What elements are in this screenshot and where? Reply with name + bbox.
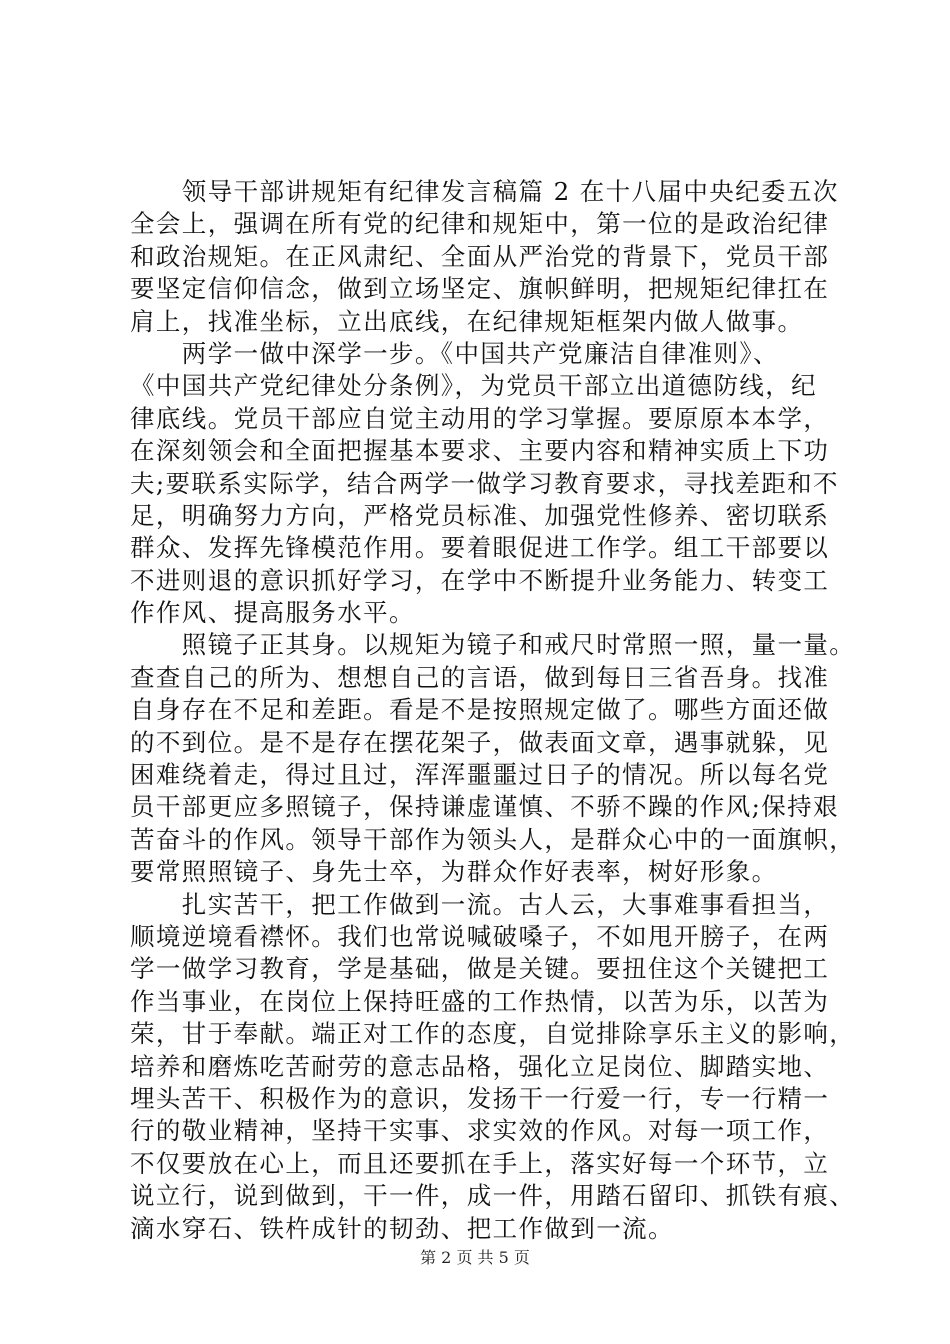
text-line: 荣，甘于奉献。端正对工作的态度，自觉排除享乐主义的影响， — [130, 1019, 856, 1049]
text-line: 埋头苦干、积极作为的意识，发扬干一行爱一行，专一行精一 — [130, 1083, 830, 1113]
text-line: 和政治规矩。在正风肃纪、全面从严治党的背景下，党员干部 — [130, 241, 830, 271]
text-line: 领导干部讲规矩有纪律发言稿篇 2 在十八届中央纪委五次 — [130, 177, 839, 206]
text-line: 培养和磨炼吃苦耐劳的意志品格，强化立足岗位、脚踏实地、 — [130, 1051, 830, 1081]
text-line: 两学一做中深学一步。《中国共产党廉洁自律准则》、 — [130, 338, 779, 368]
text-line: 律底线。党员干部应自觉主动用的学习掌握。要原原本本学， — [130, 403, 830, 433]
text-line: 自身存在不足和差距。看是不是按照规定做了。哪些方面还做 — [130, 695, 830, 725]
text-line: 要坚定信仰信念，做到立场坚定、旗帜鲜明，把规矩纪律扛在 — [130, 274, 830, 304]
text-line: 困难绕着走，得过且过，浑浑噩噩过日子的情况。所以每名党 — [130, 760, 830, 790]
text-line: 足，明确努力方向，严格党员标准、加强党性修养、密切联系 — [130, 500, 830, 530]
text-line: 学一做学习教育，学是基础，做是关键。要扭住这个关键把工 — [130, 954, 830, 984]
text-line: 群众、发挥先锋模范作用。要着眼促进工作学。组工干部要以 — [130, 533, 830, 563]
text-line: 《中国共产党纪律处分条例》，为党员干部立出道德防线，纪 — [130, 371, 818, 401]
text-line: 肩上，找准坐标，立出底线，在纪律规矩框架内做人做事。 — [130, 306, 804, 336]
page-number: 第 2 页 共 5 页 — [420, 1248, 530, 1267]
text-line: 在深刻领会和全面把握基本要求、主要内容和精神实质上下功 — [130, 436, 830, 466]
text-line: 照镜子正其身。以规矩为镜子和戒尺时常照一照，量一量。 — [130, 630, 856, 660]
text-line: 扎实苦干，把工作做到一流。古人云，大事难事看担当， — [130, 889, 830, 919]
text-line: 顺境逆境看襟怀。我们也常说喊破嗓子，不如甩开膀子，在两 — [130, 921, 830, 951]
text-line: 作作风、提高服务水平。 — [130, 598, 415, 628]
text-line: 要常照照镜子、身先士卒，为群众作好表率，树好形象。 — [130, 857, 778, 887]
text-line: 苦奋斗的作风。领导干部作为领头人，是群众心中的一面旗帜， — [130, 824, 856, 854]
text-line: 作当事业，在岗位上保持旺盛的工作热情，以苦为乐，以苦为 — [130, 986, 830, 1016]
text-line: 滴水穿石、铁杵成针的韧劲、把工作做到一流。 — [130, 1213, 674, 1243]
text-line: 说立行，说到做到，干一件，成一件，用踏石留印、抓铁有痕、 — [130, 1181, 856, 1211]
text-line: 全会上，强调在所有党的纪律和规矩中，第一位的是政治纪律 — [130, 209, 830, 239]
text-line: 的不到位。是不是存在摆花架子，做表面文章，遇事就躲，见 — [130, 727, 830, 757]
text-line: 不进则退的意识抓好学习，在学中不断提升业务能力、转变工 — [130, 565, 830, 595]
text-line: 行的敬业精神，坚持干实事、求实效的作风。对每一项工作， — [130, 1116, 830, 1146]
document-body — [130, 176, 856, 1245]
text-line: 员干部更应多照镜子，保持谦虚谨慎、不骄不躁的作风;保持艰 — [130, 792, 839, 822]
text-line: 不仅要放在心上，而且还要抓在手上，落实好每一个环节，立 — [130, 1148, 830, 1178]
text-line: 查查自己的所为、想想自己的言语，做到每日三省吾身。找准 — [130, 662, 830, 692]
text-line: 夫;要联系实际学，结合两学一做学习教育要求，寻找差距和不 — [130, 468, 839, 498]
